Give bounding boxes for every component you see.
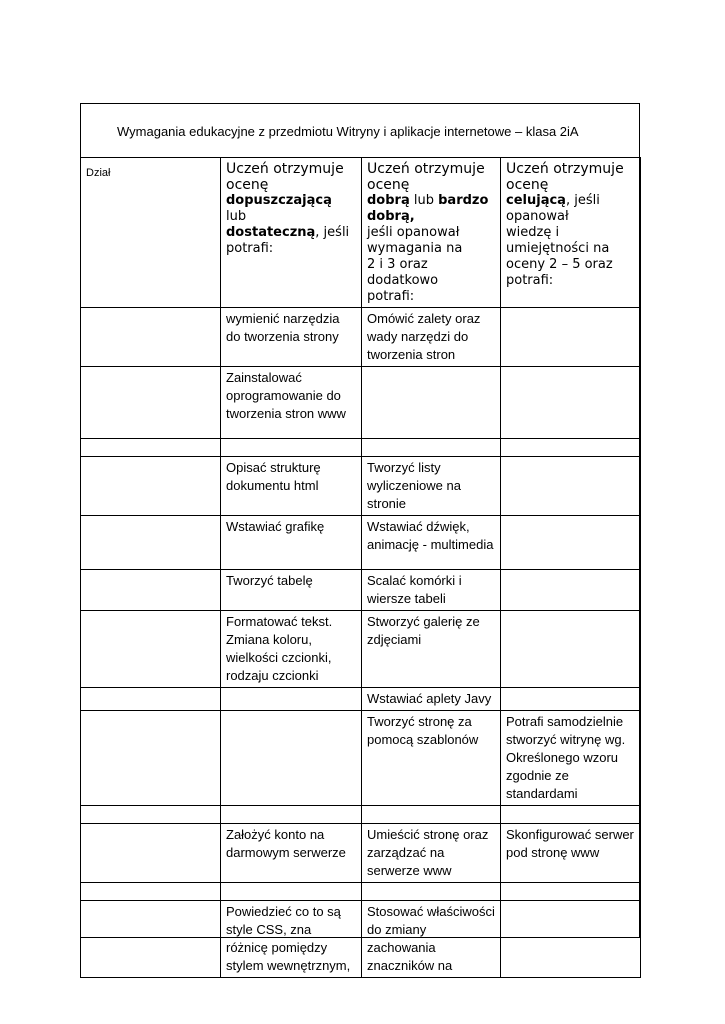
table-cell	[221, 883, 362, 901]
table-cell	[501, 688, 641, 711]
table-cell: Wstawiać dźwięk, animację - multimedia	[362, 516, 501, 570]
header-grade-4-5: Uczeń otrzymuje ocenę dobrą lub bardzo dobrą, jeśli opanował wymagania na 2 i 3 oraz dodatkowo potrafi:	[362, 158, 501, 308]
table-row	[81, 883, 641, 901]
table-row	[81, 457, 641, 516]
table-cell: Wstawiać aplety Javy	[362, 688, 501, 711]
table-cell	[501, 516, 641, 570]
table-cell: Stosować właściwości do zmiany zachowania znaczników na	[362, 901, 501, 978]
document-title: Wymagania edukacyjne z przedmiotu Witryny i aplikacje internetowe – klasa 2iA	[81, 104, 639, 158]
table-row	[81, 570, 641, 611]
table-cell	[501, 901, 641, 978]
table-cell	[501, 367, 641, 439]
table-cell	[221, 711, 362, 806]
table-cell	[81, 570, 221, 611]
table-cell	[81, 308, 221, 367]
table-cell	[81, 806, 221, 824]
table-cell: Skonfigurować serwer pod stronę www	[501, 824, 641, 883]
table-row	[81, 711, 641, 806]
table-row	[81, 901, 641, 978]
requirements-table	[80, 157, 641, 978]
header-grade-6: Uczeń otrzymuje ocenę celującą, jeśli opanował wiedzę i umiejętności na oceny 2 – 5 oraz potrafi:	[501, 158, 641, 308]
table-cell	[81, 901, 221, 978]
table-cell: Tworzyć stronę za pomocą szablonów	[362, 711, 501, 806]
table-cell	[501, 883, 641, 901]
table-row	[81, 611, 641, 688]
table-row	[81, 516, 641, 570]
table-cell	[221, 806, 362, 824]
header-row	[81, 158, 641, 308]
table-cell	[81, 688, 221, 711]
table-cell: Opisać strukturę dokumentu html	[221, 457, 362, 516]
table-cell: wymienić narzędzia do tworzenia strony	[221, 308, 362, 367]
table-row	[81, 824, 641, 883]
table-cell	[362, 367, 501, 439]
table-cell	[81, 824, 221, 883]
table-cell	[81, 367, 221, 439]
table-row	[81, 367, 641, 439]
table-cell	[221, 439, 362, 457]
table-row	[81, 688, 641, 711]
table-cell	[221, 688, 362, 711]
table-cell	[362, 439, 501, 457]
header-grade-2-3: Uczeń otrzymuje ocenę dopuszczającą lub dostateczną, jeśli potrafi:	[221, 158, 362, 308]
table-cell	[501, 457, 641, 516]
header-dzial: Dział	[81, 158, 221, 308]
table-cell	[81, 883, 221, 901]
table-cell	[362, 883, 501, 901]
table-cell	[81, 439, 221, 457]
table-cell: Tworzyć listy wyliczeniowe na stronie	[362, 457, 501, 516]
table-cell: Wstawiać grafikę	[221, 516, 362, 570]
table-cell	[362, 806, 501, 824]
table-cell	[501, 308, 641, 367]
table-cell: Scalać komórki i wiersze tabeli	[362, 570, 501, 611]
table-cell	[81, 711, 221, 806]
table-cell	[81, 457, 221, 516]
table-row	[81, 439, 641, 457]
table-row	[81, 806, 641, 824]
table-cell: Zainstalować oprogramowanie do tworzenia stron www	[221, 367, 362, 439]
table-cell: Stworzyć galerię ze zdjęciami	[362, 611, 501, 688]
table-cell	[501, 439, 641, 457]
table-cell: Założyć konto na darmowym serwerze	[221, 824, 362, 883]
table-cell: Tworzyć tabelę	[221, 570, 362, 611]
table-cell	[81, 611, 221, 688]
table-row	[81, 308, 641, 367]
table-cell: Formatować tekst. Zmiana koloru, wielkości czcionki, rodzaju czcionki	[221, 611, 362, 688]
table-cell: Omówić zalety oraz wady narzędzi do tworzenia stron	[362, 308, 501, 367]
table-cell	[501, 806, 641, 824]
table-cell: Potrafi samodzielnie stworzyć witrynę wg. Określonego wzoru zgodnie ze standardami	[501, 711, 641, 806]
table-cell: Powiedzieć co to są style CSS, zna różnicę pomiędzy stylem wewnętrznym,	[221, 901, 362, 978]
document-frame	[80, 103, 640, 973]
table-cell	[81, 516, 221, 570]
table-cell	[501, 570, 641, 611]
table-cell	[501, 611, 641, 688]
table-cell: Umieścić stronę oraz zarządzać na serwerze www	[362, 824, 501, 883]
